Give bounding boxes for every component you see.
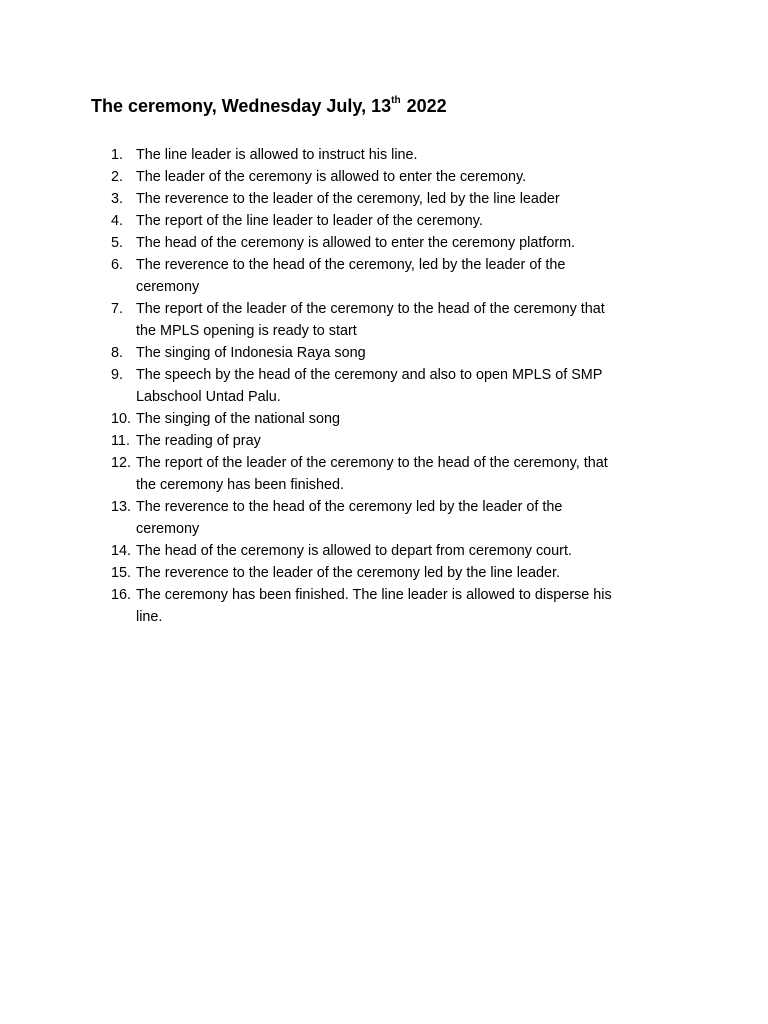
list-item-number: 2. bbox=[111, 169, 124, 185]
list-item-text: The leader of the ceremony is allowed to enter the ceremony. bbox=[136, 169, 527, 185]
list-item bbox=[0, 342, 676, 364]
list-item-text: The ceremony has been finished. The line leader is allowed to disperse his line. bbox=[136, 587, 612, 625]
title-year: 2022 bbox=[401, 96, 447, 116]
list-item-number: 4. bbox=[111, 213, 124, 229]
title-superscript: th bbox=[391, 95, 401, 106]
list-item bbox=[0, 452, 676, 496]
list-item-number: 12. bbox=[111, 455, 132, 471]
list-item-text: The singing of Indonesia Raya song bbox=[136, 345, 366, 361]
list-item bbox=[0, 496, 676, 540]
list-item-number: 5. bbox=[111, 235, 124, 251]
list-item bbox=[0, 430, 676, 452]
list-item bbox=[0, 232, 676, 254]
list-item-number: 16. bbox=[111, 587, 132, 603]
list-item-number: 3. bbox=[111, 191, 124, 207]
list-item-text: The reverence to the head of the ceremony led by the leader of the ceremony bbox=[136, 499, 563, 537]
list-item-text: The report of the leader of the ceremony to the head of the ceremony, that the ceremony has been finished. bbox=[136, 455, 608, 493]
list-item-number: 14. bbox=[111, 543, 132, 559]
list-item bbox=[0, 584, 676, 628]
list-item-text: The reverence to the head of the ceremony, led by the leader of the ceremony bbox=[136, 257, 566, 295]
list-item-text: The line leader is allowed to instruct his line. bbox=[136, 147, 418, 163]
list-item-number: 9. bbox=[111, 367, 124, 383]
document-title bbox=[91, 94, 447, 118]
list-item bbox=[0, 540, 676, 562]
list-item bbox=[0, 562, 676, 584]
list-item-number: 7. bbox=[111, 301, 124, 317]
list-item bbox=[0, 210, 676, 232]
list-item bbox=[0, 144, 676, 166]
list-item-number: 8. bbox=[111, 345, 124, 361]
list-item-text: The reverence to the leader of the ceremony led by the line leader. bbox=[136, 565, 560, 581]
list-item-text: The singing of the national song bbox=[136, 411, 341, 427]
list-item-text: The head of the ceremony is allowed to enter the ceremony platform. bbox=[136, 235, 576, 251]
list-item-number: 15. bbox=[111, 565, 132, 581]
list-item-text: The speech by the head of the ceremony and also to open MPLS of SMP Labschool Untad Palu. bbox=[136, 367, 603, 405]
list-item-number: 1. bbox=[111, 147, 124, 163]
list-item-number: 6. bbox=[111, 257, 124, 273]
list-item-text: The head of the ceremony is allowed to depart from ceremony court. bbox=[136, 543, 572, 559]
list-item bbox=[0, 298, 676, 342]
list-item-number: 10. bbox=[111, 411, 132, 427]
list-item-number: 13. bbox=[111, 499, 132, 515]
list-item-text: The reading of pray bbox=[136, 433, 261, 449]
list-item bbox=[0, 166, 676, 188]
list-item-text: The reverence to the leader of the ceremony, led by the line leader bbox=[136, 191, 560, 207]
list-item-number: 11. bbox=[111, 433, 130, 449]
list-item bbox=[0, 408, 676, 430]
list-item-text: The report of the leader of the ceremony to the head of the ceremony that the MPLS opening is ready to start bbox=[136, 301, 605, 339]
list-item bbox=[0, 188, 676, 210]
list-item bbox=[0, 254, 676, 298]
list-item-text: The report of the line leader to leader of the ceremony. bbox=[136, 213, 483, 229]
list-item bbox=[0, 364, 676, 408]
ceremony-steps-list bbox=[0, 144, 768, 628]
title-main: The ceremony, Wednesday July, 13 bbox=[91, 96, 392, 116]
